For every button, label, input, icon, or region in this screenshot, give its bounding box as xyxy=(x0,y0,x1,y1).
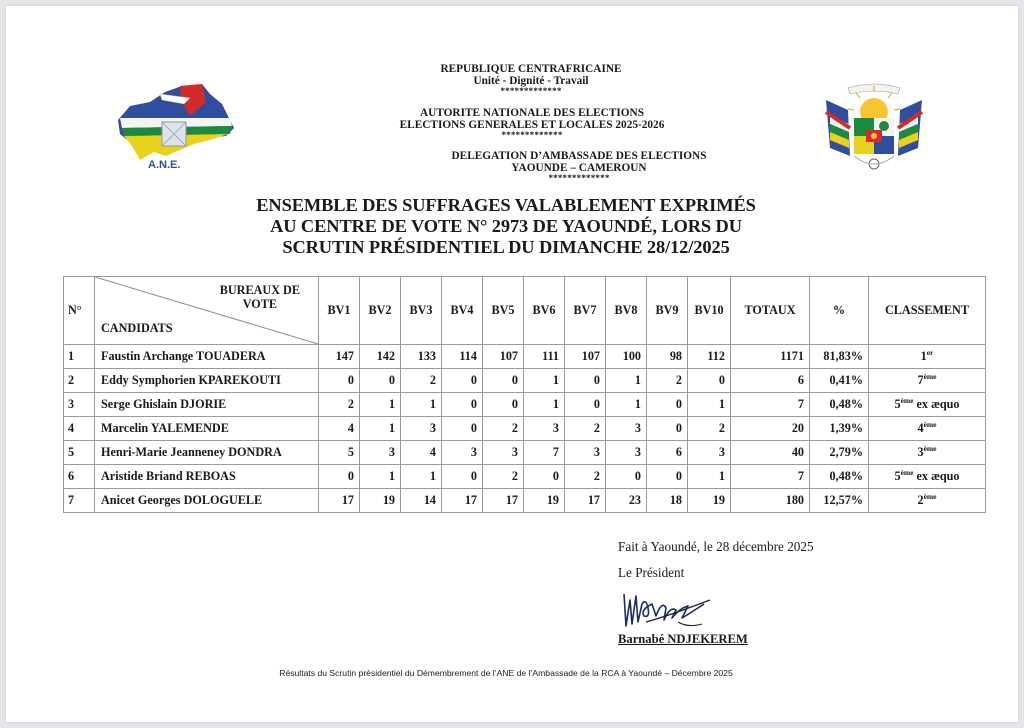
row-number: 5 xyxy=(64,441,95,465)
vote-percent: 1,39% xyxy=(810,417,869,441)
row-number: 7 xyxy=(64,489,95,513)
table-row xyxy=(64,489,986,513)
bv4-votes: 0 xyxy=(442,393,483,417)
bv2-votes: 0 xyxy=(360,369,401,393)
header-percent: % xyxy=(810,277,869,345)
bv1-votes: 0 xyxy=(319,369,360,393)
header-bureaux-line1: BUREAUX DE xyxy=(219,283,300,297)
bv8-votes: 23 xyxy=(606,489,647,513)
row-number: 2 xyxy=(64,369,95,393)
bv4-votes: 0 xyxy=(442,417,483,441)
signer-name: Barnabé NDJEKEREM xyxy=(618,632,748,646)
title-line-1: ENSEMBLE DES SUFFRAGES VALABLEMENT EXPRIMÉS xyxy=(256,195,756,215)
rank-suffix: ex æquo xyxy=(913,469,960,483)
ranking xyxy=(869,345,986,369)
total-votes: 1171 xyxy=(731,345,810,369)
total-votes: 7 xyxy=(731,465,810,489)
delegation-name: DELEGATION D’AMBASSADE DES ELECTIONS xyxy=(451,150,707,162)
elections-name: ELECTIONS GENERALES ET LOCALES 2025-2026 xyxy=(399,118,665,131)
handwritten-signature xyxy=(618,586,718,632)
bv2-votes: 1 xyxy=(360,393,401,417)
row-number: 4 xyxy=(64,417,95,441)
header-bv4: BV4 xyxy=(442,277,483,345)
bv5-votes: 2 xyxy=(483,465,524,489)
bv2-votes: 142 xyxy=(360,345,401,369)
bv2-votes: 1 xyxy=(360,417,401,441)
bv7-votes: 2 xyxy=(565,465,606,489)
bv2-votes: 3 xyxy=(360,441,401,465)
header-bureaux-line2: VOTE xyxy=(242,297,278,311)
delegation-location: YAOUNDE – CAMEROUN xyxy=(511,161,647,174)
bv8-votes: 0 xyxy=(606,465,647,489)
bv10-votes: 3 xyxy=(688,441,731,465)
vote-percent: 0,48% xyxy=(810,393,869,417)
bv6-votes: 3 xyxy=(524,417,565,441)
bv5-votes: 3 xyxy=(483,441,524,465)
separator: ************* xyxy=(500,86,562,96)
total-votes: 180 xyxy=(731,489,810,513)
table-row xyxy=(64,465,986,489)
candidate-name: Faustin Archange TOUADERA xyxy=(95,345,319,369)
header-bv1: BV1 xyxy=(319,277,360,345)
bv2-votes: 1 xyxy=(360,465,401,489)
bv8-votes: 3 xyxy=(606,417,647,441)
vote-percent: 2,79% xyxy=(810,441,869,465)
country-name: REPUBLIQUE CENTRAFRICAINE xyxy=(440,63,622,75)
bv9-votes: 2 xyxy=(647,369,688,393)
bv10-votes: 0 xyxy=(688,369,731,393)
rank-ordinal: ème xyxy=(923,371,937,381)
rank-number: 3 xyxy=(917,445,924,459)
bv8-votes: 3 xyxy=(606,441,647,465)
document-title xyxy=(206,195,806,258)
ranking xyxy=(869,441,986,465)
header-candidats: CANDIDATS xyxy=(101,321,173,335)
bv9-votes: 0 xyxy=(647,465,688,489)
header-no: N° xyxy=(64,277,95,345)
bv3-votes: 4 xyxy=(401,441,442,465)
bv10-votes: 1 xyxy=(688,465,731,489)
bv6-votes: 19 xyxy=(524,489,565,513)
header-bv10: BV10 xyxy=(688,277,731,345)
ane-logo-text: A.N.E. xyxy=(148,159,181,171)
bv9-votes: 18 xyxy=(647,489,688,513)
coat-of-arms-logo xyxy=(824,82,924,174)
bv1-votes: 147 xyxy=(319,345,360,369)
document-page xyxy=(6,6,1018,722)
bv1-votes: 17 xyxy=(319,489,360,513)
bv1-votes: 0 xyxy=(319,465,360,489)
bv1-votes: 2 xyxy=(319,393,360,417)
bv6-votes: 111 xyxy=(524,345,565,369)
bv3-votes: 133 xyxy=(401,345,442,369)
ranking xyxy=(869,417,986,441)
header-bv8: BV8 xyxy=(606,277,647,345)
results-table xyxy=(63,276,986,513)
bv5-votes: 2 xyxy=(483,417,524,441)
candidate-name: Serge Ghislain DJORIE xyxy=(95,393,319,417)
bv3-votes: 2 xyxy=(401,369,442,393)
bv7-votes: 2 xyxy=(565,417,606,441)
candidate-name: Eddy Symphorien KPAREKOUTI xyxy=(95,369,319,393)
header-bv5: BV5 xyxy=(483,277,524,345)
table-row xyxy=(64,393,986,417)
bv7-votes: 0 xyxy=(565,393,606,417)
bv2-votes: 19 xyxy=(360,489,401,513)
table-row xyxy=(64,345,986,369)
header-classement: CLASSEMENT xyxy=(869,277,986,345)
total-votes: 20 xyxy=(731,417,810,441)
table-row xyxy=(64,417,986,441)
rank-number: 4 xyxy=(917,421,924,435)
ranking xyxy=(869,369,986,393)
rank-number: 5 xyxy=(894,469,901,483)
bv6-votes: 0 xyxy=(524,465,565,489)
bv7-votes: 3 xyxy=(565,441,606,465)
candidate-name: Henri-Marie Jeanneney DONDRA xyxy=(95,441,319,465)
bv3-votes: 3 xyxy=(401,417,442,441)
bv9-votes: 0 xyxy=(647,417,688,441)
bv5-votes: 0 xyxy=(483,369,524,393)
candidate-name: Anicet Georges DOLOGUELE xyxy=(95,489,319,513)
signer-role: Le Président xyxy=(618,565,685,580)
table-row xyxy=(64,369,986,393)
document-footer: Résultats du Scrutin présidentiel du Démembrement de l’ANE de l’Ambassade de la RCA à Yaoundé – Décembre 2025 xyxy=(279,668,733,678)
ranking xyxy=(869,489,986,513)
bv7-votes: 107 xyxy=(565,345,606,369)
vote-percent: 0,48% xyxy=(810,465,869,489)
header-bv9: BV9 xyxy=(647,277,688,345)
total-votes: 7 xyxy=(731,393,810,417)
bv5-votes: 17 xyxy=(483,489,524,513)
rank-number: 5 xyxy=(894,397,901,411)
header-bv6: BV6 xyxy=(524,277,565,345)
row-number: 6 xyxy=(64,465,95,489)
rank-ordinal: er xyxy=(926,347,934,357)
title-line-3: SCRUTIN PRÉSIDENTIEL DU DIMANCHE 28/12/2025 xyxy=(282,237,730,257)
bv4-votes: 114 xyxy=(442,345,483,369)
rank-ordinal: ème xyxy=(900,467,914,477)
header-candidats-bureaux xyxy=(95,277,319,345)
bv9-votes: 98 xyxy=(647,345,688,369)
bv10-votes: 112 xyxy=(688,345,731,369)
bv8-votes: 100 xyxy=(606,345,647,369)
vote-percent: 0,41% xyxy=(810,369,869,393)
rank-ordinal: ème xyxy=(900,395,914,405)
candidate-name: Marcelin YALEMENDE xyxy=(95,417,319,441)
row-number: 3 xyxy=(64,393,95,417)
bv7-votes: 0 xyxy=(565,369,606,393)
rank-number: 1 xyxy=(920,349,927,363)
national-motto: Unité - Dignité - Travail xyxy=(473,74,589,87)
place-date: Fait à Yaoundé, le 28 décembre 2025 xyxy=(618,539,814,554)
header-bv2: BV2 xyxy=(360,277,401,345)
header-bureaux xyxy=(220,283,300,311)
bv1-votes: 4 xyxy=(319,417,360,441)
rank-ordinal: ème xyxy=(923,419,937,429)
title-line-2: AU CENTRE DE VOTE N° 2973 DE YAOUNDÉ, LORS DU xyxy=(270,216,742,236)
bv1-votes: 5 xyxy=(319,441,360,465)
total-votes: 40 xyxy=(731,441,810,465)
vote-percent: 81,83% xyxy=(810,345,869,369)
authority-name: AUTORITE NATIONALE DES ELECTIONS xyxy=(419,107,644,119)
rank-number: 2 xyxy=(917,493,924,507)
bv9-votes: 6 xyxy=(647,441,688,465)
bv4-votes: 3 xyxy=(442,441,483,465)
vote-percent: 12,57% xyxy=(810,489,869,513)
ranking xyxy=(869,393,986,417)
row-number: 1 xyxy=(64,345,95,369)
ane-logo xyxy=(110,72,240,172)
bv10-votes: 1 xyxy=(688,393,731,417)
bv6-votes: 1 xyxy=(524,393,565,417)
bv4-votes: 0 xyxy=(442,465,483,489)
ranking xyxy=(869,465,986,489)
bv7-votes: 17 xyxy=(565,489,606,513)
table-header-row xyxy=(64,277,986,345)
bv5-votes: 107 xyxy=(483,345,524,369)
header-totaux: TOTAUX xyxy=(731,277,810,345)
header-bv7: BV7 xyxy=(565,277,606,345)
bv6-votes: 7 xyxy=(524,441,565,465)
rank-ordinal: ème xyxy=(923,491,937,501)
separator: ************* xyxy=(501,130,563,140)
total-votes: 6 xyxy=(731,369,810,393)
candidate-name: Aristide Briand REBOAS xyxy=(95,465,319,489)
rank-ordinal: ème xyxy=(923,443,937,453)
bv3-votes: 1 xyxy=(401,465,442,489)
bv4-votes: 0 xyxy=(442,369,483,393)
bv5-votes: 0 xyxy=(483,393,524,417)
bv9-votes: 0 xyxy=(647,393,688,417)
bv4-votes: 17 xyxy=(442,489,483,513)
bv8-votes: 1 xyxy=(606,393,647,417)
rank-suffix: ex æquo xyxy=(913,397,960,411)
table-row xyxy=(64,441,986,465)
bv8-votes: 1 xyxy=(606,369,647,393)
bv10-votes: 2 xyxy=(688,417,731,441)
results-body xyxy=(64,345,986,513)
bv3-votes: 1 xyxy=(401,393,442,417)
separator: ************* xyxy=(548,173,610,183)
bv6-votes: 1 xyxy=(524,369,565,393)
bv10-votes: 19 xyxy=(688,489,731,513)
rank-number: 7 xyxy=(917,373,924,387)
header-bv3: BV3 xyxy=(401,277,442,345)
bv3-votes: 14 xyxy=(401,489,442,513)
